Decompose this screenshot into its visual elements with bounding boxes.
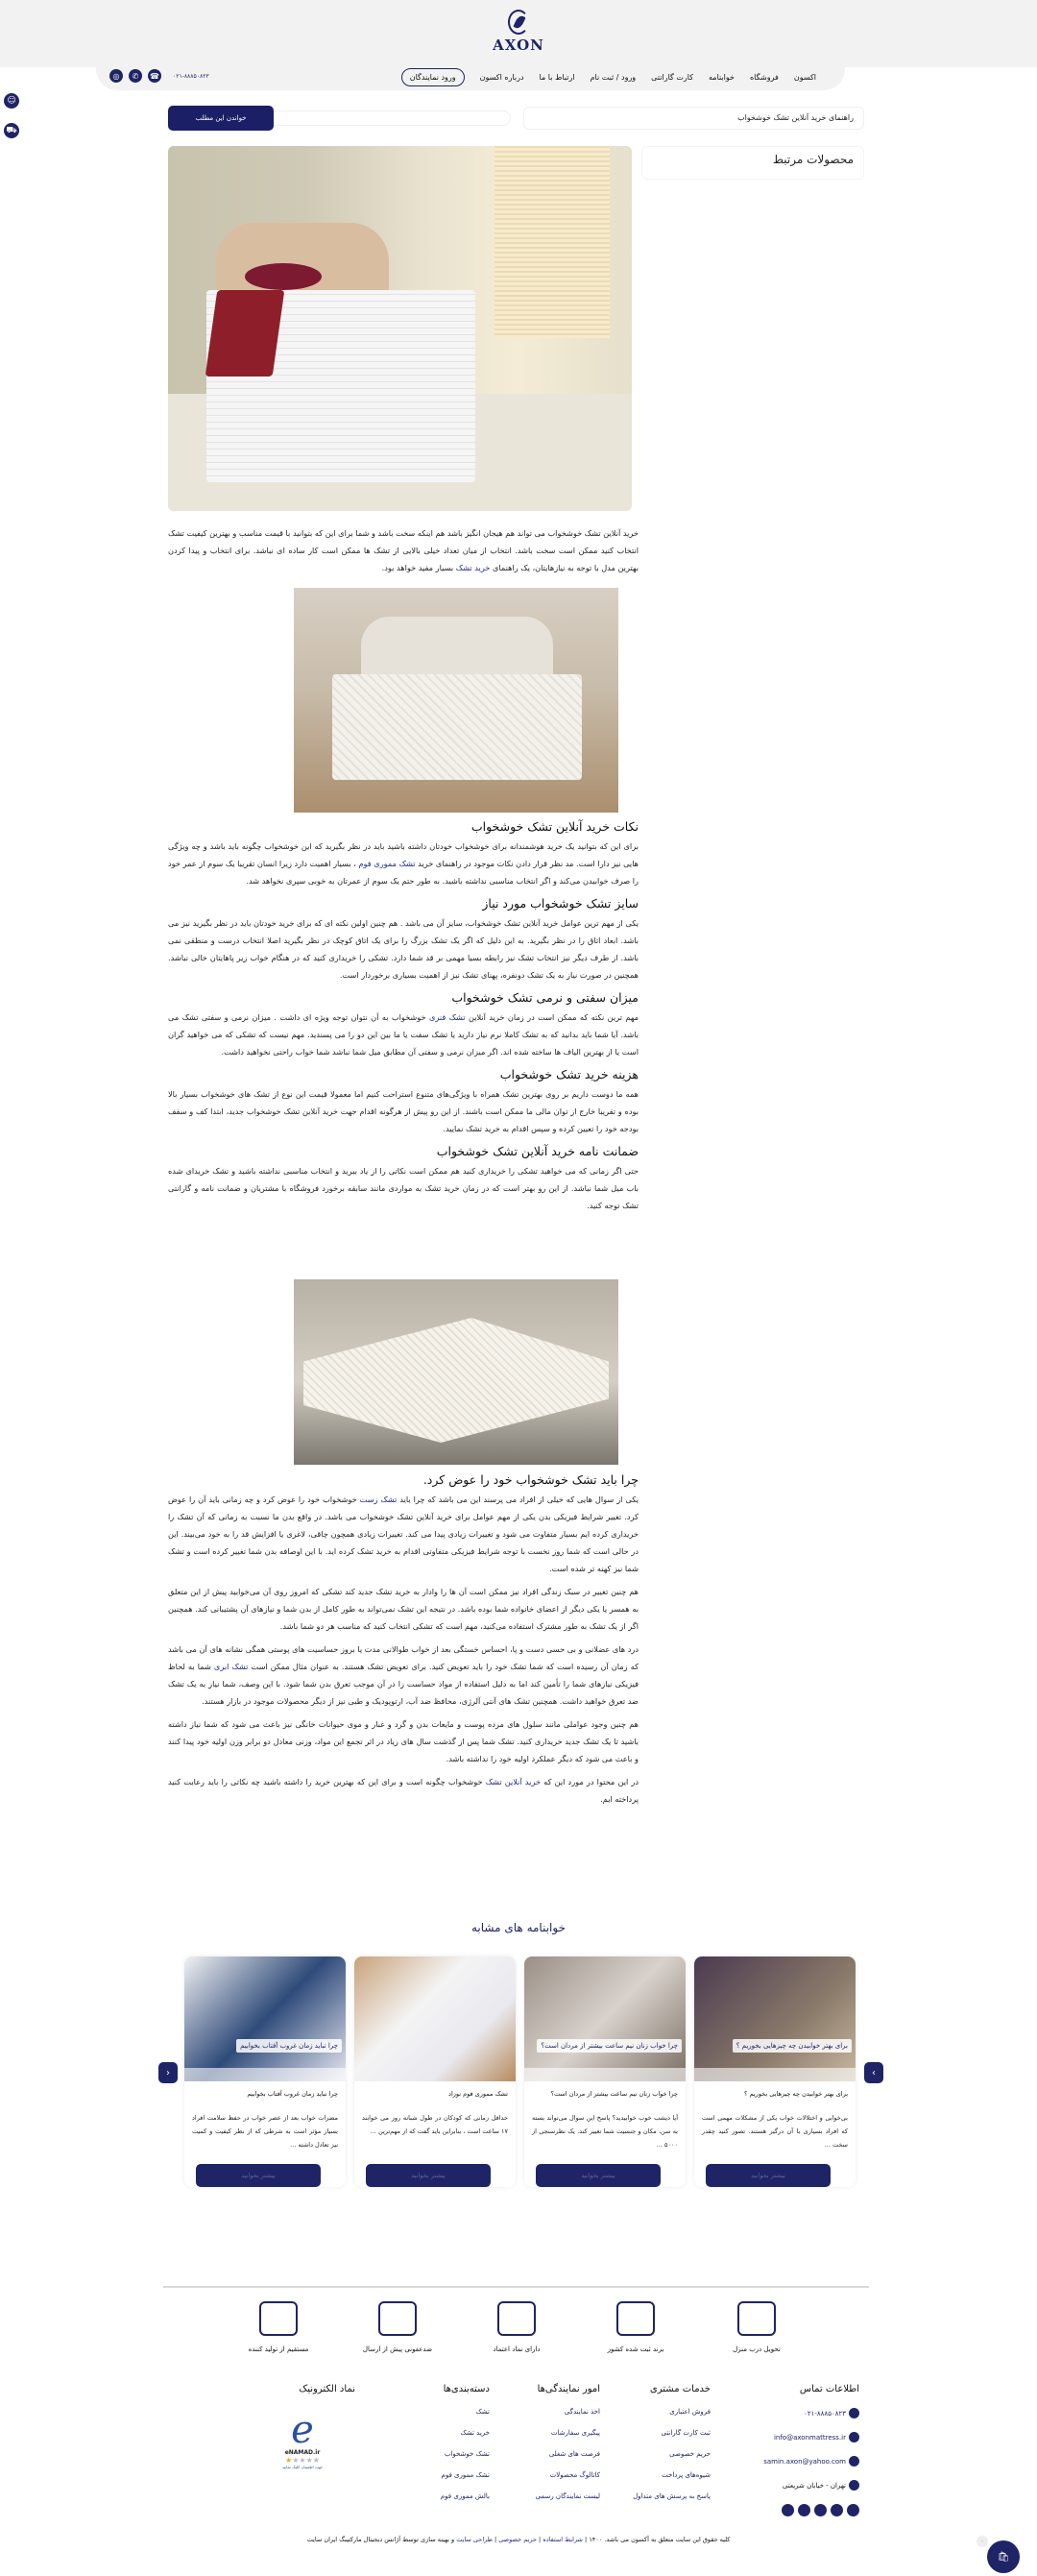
nav-sleepletter[interactable]: خوابنامه (709, 72, 735, 82)
mattress-image-2 (294, 588, 618, 813)
copyright: کلیه حقوق این سایت متعلق به آکسون می باشد. ۱۴۰۰ | شرایط استفاده | حریم خصوصی | طراحی سایت و بهینه سازی توسط آژانس دیجیتال مارکتینگ ایران سایت (306, 2536, 731, 2543)
article-body-2: چرا باید تشک خوشخواب خود را عوض کرد. یکی از سوال هایی که خیلی از افراد می پرسند این می باشد که چرا باید تشک زست خوشخواب خود را عوض کرد و چه زمانی باید آن را عوض کرد. تغییر شرایط فیزیکی بدن یکی از مهم عوامل برای خرید آنلاین تشک خوشخواب می باشد. در واقع بدن ما نسبت به زمانی که آن تشک را خریداری کرده ایم بسیار متفاوت می شود و تغییرات زیادی پیدا می کند. تغییرات زیادی همچون چاقی، لاغری یا افزایش قد را به خود می‌بیند. این در حالی است که شما روز نخست با توجه شرایط فیزیکی متفاوتی اقدام به خرید تشک کرده اید. با این اوصافه بدن شما تغییر کرده است و تشک شما نیز کهنه تر شده است. هم چنین تغییر در سبک زندگی افراد نیز ممکن است آن ها را وادار به خرید تشک جدید کند تشکی که امروز روی آن می‌خوابید پیش از این متعلق به همسر یا یکی دیگر از اعضای خانواده شما بوده باشد. در نتیجه این تشک نمی‌تواند به طور کامل از بدن شما و نیازهای آن پشتیبانی کند. همچنین اگر از یک تشک به طور مشترک استفاده می‌کنید، مهم است که تشکی انتخاب کنید که مناسب هر دو شما باشد. درد های عضلانی و بی حسی دست و پا، احساس خستگی بعد از خواب طوالانی مدت یا بروز حساسیت های پوستی همگی نشانه های آن می باشد که زمان آن رسیده است که شما تشک خود را باید تعویض کنید. برای تعویض تشک هستند. به عنوان مثال ممکن است تشک ابری شما به لحاظ فیزیکی نیازهای شما را تأمین کند اما به دلیل استفاده از مواد حساست زا در آن موجب تعرق بدن شما شود. با این وصف، شما نیاز به یک تشک ضد تعرق خواهید داشت. همچنین تشک های آنتی آلرژی، محافظ ضد آب، ارتوپودیک و طبی نیز از دیگر محصولات موجود در بازار هستند. هم چنین وجود عواملی مانند سلول های مرده پوست و مایعات بدن و گرد و غبار و موی حیوانات خانگی نیز باعث می شود که شما نیاز داشته باشید تا یک تشک جدید خریداری کنید. تشک شما پس از گذشت سال های زیاد در اثر تجمع این مواد، وزنی معادل دو برابر وزن اولیه خود پیدا کنند و باعث می شود که دیگر عملکرد اولیه خود را نداشته باشد. در این محتوا در مورد این که خرید آنلاین تشک خوشخواب چگونه است و برای این که بهترین خرید را داشته باشید چه نکاتی را باید رعایت کنید پرداخته ایم. (168, 1472, 639, 1804)
footer-categories: دسته‌بندی‌ها تشک خرید تشک تشک خوشخواب تشک مموری فوم بالش مموری فوم (440, 2384, 490, 2500)
star-rating: ★★★★★ (285, 2456, 320, 2465)
phone-icon (849, 2408, 859, 2418)
feature-disinfection: ضدعفونی پیش از ارسال (340, 2301, 455, 2353)
whatsapp-icon[interactable]: ✆ (129, 69, 142, 83)
footer-enamad: نماد الکترونیک (299, 2384, 355, 2394)
header-phone[interactable]: ۰۲۱-۸۸۸۵۰۸۲۳ (173, 72, 209, 80)
footer-agency: امور نمایندگی‌ها اخذ نمایندگی پیگیری سفارشات فرصت های شغلی کاتالوگ محصولات لیست نمایندگان رسمی (535, 2384, 600, 2500)
chevron-left-icon[interactable]: ‹ (158, 2062, 178, 2083)
sanitized-box-icon (378, 2301, 417, 2336)
link-memory-foam[interactable]: تشک مموری فوم (358, 859, 416, 868)
similar-section-title: خوابنامه های مشابه (471, 1921, 566, 1934)
article-body-1: نکات خرید آنلاین تشک خوشخواب برای این که بتوانید یک خرید هوشمندانه برای خوشخواب خودتان داشته باشید باید در نظر بگیرید که این خوشخواب چگونه باید باشد و چه ویژگی هایی نیز دارا است. مد نظر قرار دادن نکات موجود در راهنمای خرید تشک مموری فوم ، بسیار اهمیت دارد زیرا انسان تقریبا یک سوم از عمر خود را صرف خوابیدن می‌کند و اگر انتخاب مناسبی نداشته باشید. به طور حتم یک سوم از عمرتان به خوبی سپری نخواهد شد. سایز تشک خوشخواب مورد نیاز یکی از مهم ترین عوامل خرید آنلاین تشک خوشخواب، سایز آن می باشد . هم چنین اولین نکته ای که برای خرید خودتان باید در نظر بگیرید نیز می باشد. ابعاد اتاق را در نظر بگیرید. به این دلیل که اگر یک تشک بزرگ را برای یک اتاق کوچک در نظر بگیرید اصلا انتخاب درست و منطقی نمی باشد. از طرف دیگر نیز انتخاب تشک نیز رابطه بسیا مهمی بر قد شما دارد. تشکی را خریداری کنید که در هنگام خواب زیر پاهایتان خالی نباشد. همچنین در صورت نیاز به یک تشک دونفره، پهنای تشک نیز از اهمیت بسیاری برخوردار است. میزان سفتی و نرمی تشک خوشخواب مهم ترین نکته که ممکن است در زمان خرید آنلاین تشک فنری خوشخواب به آن نتوان توجه ویژه ای داشت . میزان نرمی و سفتی تشک می باشد. آیا شما باید بدانید که به تشک کاملا نرم نیاز دارید یا تشک سفت یا ما بین این دو را می پسندید. مهم نیست که تشکی که می خواهید گران است یا از بهترین الیاف ها ساخته شده اند. اگر میزان نرمی و سفتی آن مطابق میل شما نباشد شما خواب راحتی نخواهید داشت. هزینه خرید تشک خوشخواب همه ما دوست داریم بر روی بهترین تشک همراه با ویژگی‌های متنوع استراحت کنیم اما معمولا قیمت این نوع از تشک های خوشخواب بسیار بالا بوده و تقریبا خارج از توان مالی ما ممکن است باشند. از این رو پیش از هرگونه اقدام جهت خرید آنلاین تشک خوشخواب جدید، ابتدا کف و سقف بودجه خود را تعیین کرده و سپس اقدام به خرید تشک نمایید. ضمانت نامه خرید آنلاین تشک خوشخواب حتی اگر زمانی که می خواهید تشکی را خریداری کنید هم ممکن است نکاتی را از یاد ببرید و انتخاب مناسبی نداشته باشید و تشک خریدای شده باب میل شما نباشد. از این رو بهتر است که در زمان خرید تشک به مواردی مانند سابقه برخورد فروشگاه با مشتریان و ضمانت نامه و گارانتی تشک توجه کنید. (168, 819, 639, 1210)
main-navbar (96, 63, 845, 90)
feather-logo-icon (508, 10, 529, 35)
user-icon[interactable]: ☺ (4, 93, 19, 109)
blog-card[interactable]: تشک مموری فوم نوزاد حداقل زمانی که کودکان در طول شبانه روز می خوابند ۱۷ ساعت است ، بنابراین باید گفت که از مهم‌ترین ... بیشتر بخوانید (354, 1956, 516, 2187)
article-intro: خرید آنلاین تشک خوشخواب می تواند هم هیجان انگیز باشد هم اینکه سخت باشد و شما برای این که بتوانید با قیمت مناسب و بهترین کیفیت تشک انتخاب کنید ممکن است سخت باشد. انتخاب از میان تعداد خیلی بالایی از تشک ها ممکن است کار ساده ای نباشد. برای انتخاب و پیدا کردن بهترین مدل با توجه به نیازهایتان، یک راهنمای خرید تشک بسیار مفید خواهد بود. (168, 528, 639, 572)
iran-map-icon (616, 2301, 655, 2336)
link-buy-mattress[interactable]: خرید تشک (455, 563, 491, 572)
axon-logo[interactable]: AXON (480, 10, 557, 54)
divider (163, 2286, 869, 2288)
section-title: نکات خرید آنلاین تشک خوشخواب (470, 819, 639, 834)
nav-warranty[interactable]: کارت گارانتی (651, 72, 693, 82)
link-spring-mattress[interactable]: تشک فنری (428, 1012, 466, 1022)
feature-direct-manufacturer: مستقیم از تولید کننده (221, 2301, 336, 2353)
header-contact (109, 69, 209, 83)
terms-link[interactable]: شرایط استفاده (543, 2536, 583, 2543)
pinterest-icon[interactable] (847, 2504, 859, 2516)
aparat-icon[interactable] (782, 2504, 794, 2516)
cart-icon[interactable]: ⛟ (4, 123, 19, 138)
phone-icon[interactable]: ☎ (148, 69, 161, 83)
feature-trust-badge: دارای نماد اعتماد (459, 2301, 574, 2353)
related-products-title: محصولات مرتبط (772, 153, 854, 166)
top-header (0, 0, 1037, 67)
instagram-icon[interactable]: ◎ (109, 69, 123, 83)
nav-axon[interactable]: اکسون (793, 72, 816, 82)
page-title: راهنمای خرید آنلاین تشک خوشخواب (523, 107, 864, 130)
section-title: ضمانت نامه خرید آنلاین تشک خوشخواب (436, 1144, 639, 1158)
nav-about[interactable]: درباره اکسون (479, 72, 524, 82)
agents-login-button[interactable]: ورود نمایندگان (401, 68, 465, 86)
related-products-box (641, 146, 864, 180)
location-icon (849, 2480, 859, 2491)
nav-shop[interactable]: فروشگاه (749, 72, 779, 82)
link-foam[interactable]: تشک ابری (213, 1662, 249, 1671)
handshake-icon (497, 2301, 536, 2336)
section-title: چرا باید تشک خوشخواب خود را عوض کرد. (422, 1472, 639, 1487)
read-more-button[interactable]: بیشتر بخوانید (366, 2164, 491, 2187)
privacy-link[interactable]: حریم خصوصی (498, 2536, 537, 2543)
footer-contact: اطلاعات تماس ۰۲۱-۸۸۸۵۰۸۲۳ info@axonmattress.ir samin.axon@yahoo.com تهران - خیابان شریعتی (715, 2384, 859, 2516)
read-more-button[interactable]: بیشتر بخوانید (536, 2164, 661, 2187)
read-more-button[interactable]: بیشتر بخوانید (196, 2164, 321, 2187)
delivery-truck-icon (259, 2301, 298, 2336)
telegram-icon[interactable] (831, 2504, 843, 2516)
link-online[interactable]: خرید آنلاین تشک (485, 1777, 542, 1786)
chevron-right-icon[interactable]: › (864, 2062, 883, 2083)
link-zest[interactable]: تشک زست (359, 1495, 398, 1504)
progress-bar (252, 110, 511, 126)
read-more-button[interactable]: بیشتر بخوانید (706, 2164, 831, 2187)
nav-contact[interactable]: ارتباط با ما (539, 72, 575, 82)
enamad-badge[interactable]: e eNAMAD.ir ★★★★★ جهت اطمینان کلیک نمایید (274, 2411, 331, 2469)
instagram-icon[interactable] (798, 2504, 810, 2516)
feature-registered-brand: برند ثبت شده کشور (578, 2301, 693, 2353)
section-title: سایز تشک خوشخواب مورد نیاز (482, 896, 639, 911)
mattress-image-3 (294, 1279, 618, 1465)
design-link[interactable]: طراحی سایت (456, 2536, 493, 2543)
email-icon (849, 2456, 859, 2467)
nav-login[interactable]: ورود / ثبت نام (590, 72, 637, 82)
blog-card[interactable]: برای بهتر خوابیدن چه چیزهایی بخوریم ؟ برای بهتر خوابیدن چه چیزهایی بخوریم ؟ بی‌خوابی و اختلالات خواب یکی از مشکلات مهمی است که افراد بسیاری با آن درگیر هستند. تصور کنید چقدر سخت ... بیشتر بخوانید (694, 1956, 856, 2187)
blog-card[interactable]: چرا خواب زنان نیم ساعت بیشتر از مردان است؟ چرا خواب زنان نیم ساعت بیشتر از مردان است؟ آیا دیشب خوب خوابیدید؟ پاسخ این سوال می‌تواند بسته به سن، مکان و جنسیت شما تغییر کند. یک نظرسنجی از ۵۰۰۰ ... بیشتر بخوانید (524, 1956, 686, 2187)
read-article-button[interactable]: خواندن این مطلب (168, 106, 274, 131)
hero-bed-image (168, 146, 632, 511)
footer-services: خدمات مشتری فروش اعتباری ثبت کارت گارانتی حریم خصوصی شیوه‌های پرداخت پاسخ به پرسش های متداول (633, 2384, 711, 2500)
section-title: هزینه خرید تشک خوشخواب (499, 1067, 639, 1081)
feature-home-delivery: تحویل درب منزل (699, 2301, 814, 2353)
linkedin-icon[interactable] (814, 2504, 827, 2516)
basket-icon[interactable]: 🛍 (987, 2540, 1020, 2573)
email-icon (849, 2432, 859, 2442)
door-icon (737, 2301, 776, 2336)
basket-count: ۰ (977, 2536, 988, 2547)
section-title: میزان سفتی و نرمی تشک خوشخواب (451, 990, 639, 1005)
blog-card[interactable]: چرا نباید زمان غروب آفتاب بخوابیم چرا نباید زمان غروب آفتاب بخوابیم مضرات خواب بعد از عصر خواب در حفظ سلامت افراد بسیار مؤثر است به شرطی که از نظر کیفیت و کمیت نیز تعادل داشته ... بیشتر بخوانید (184, 1956, 346, 2187)
